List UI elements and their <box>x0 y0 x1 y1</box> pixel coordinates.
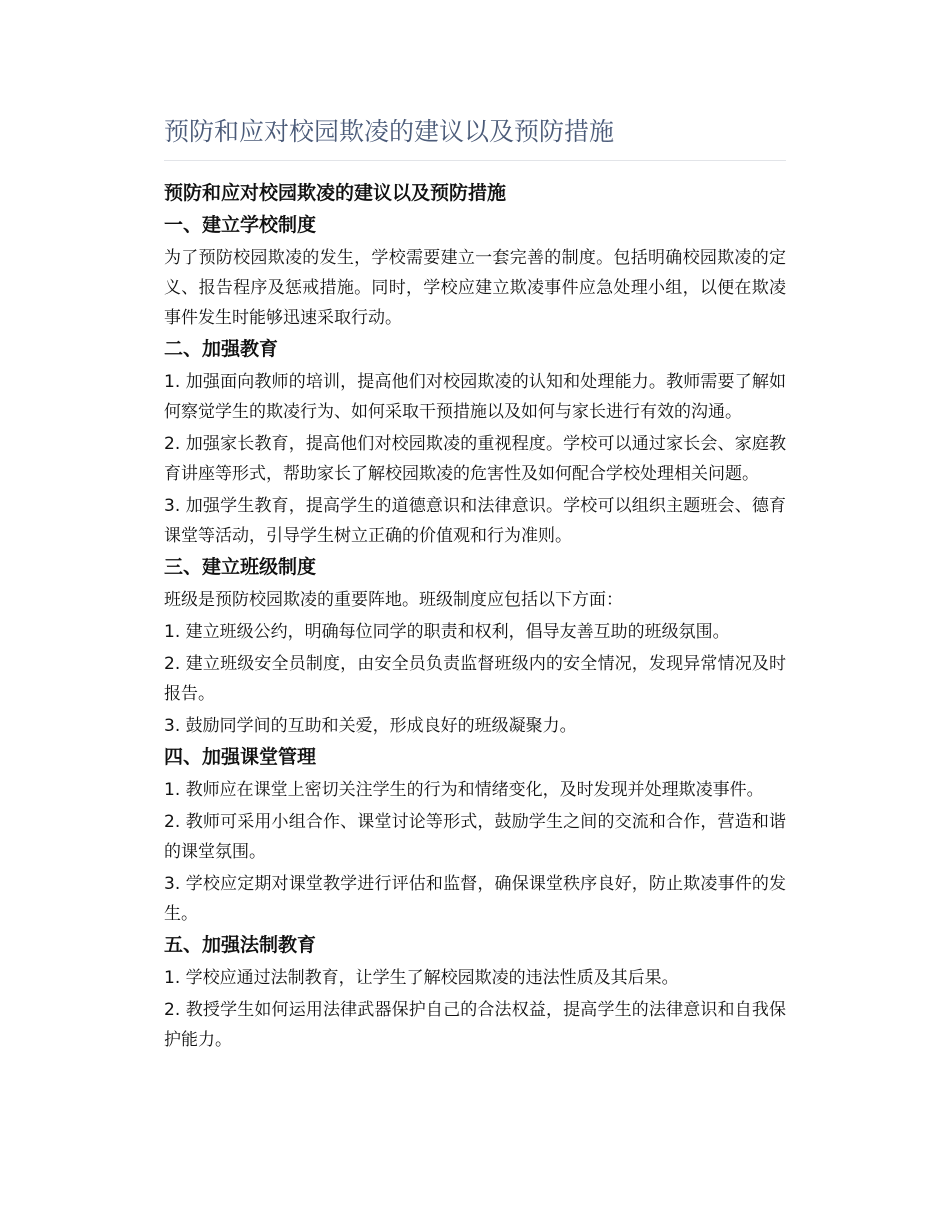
paragraph: 为了预防校园欺凌的发生，学校需要建立一套完善的制度。包括明确校园欺凌的定义、报告程序及惩戒措施。同时，学校应建立欺凌事件应急处理小组，以便在欺凌事件发生时能够迅速采取行动。 <box>164 248 786 328</box>
section-legal-education <box>164 929 786 1055</box>
paragraph: 2. 教授学生如何运用法律武器保护自己的合法权益，提高学生的法律意识和自我保护能力。 <box>164 1000 786 1050</box>
paragraph: 2. 教师可采用小组合作、课堂讨论等形式，鼓励学生之间的交流和合作，营造和谐的课堂氛围。 <box>164 812 786 862</box>
paragraph: 班级是预防校园欺凌的重要阵地。班级制度应包括以下方面： <box>164 590 623 610</box>
document-subtitle: 预防和应对校园欺凌的建议以及预防措施 <box>164 182 507 204</box>
section-classroom-management <box>164 741 786 929</box>
paragraph: 2. 建立班级安全员制度，由安全员负责监督班级内的安全情况，发现异常情况及时报告。 <box>164 654 786 704</box>
paragraph: 3. 学校应定期对课堂教学进行评估和监督，确保课堂秩序良好，防止欺凌事件的发生。 <box>164 874 786 924</box>
paragraph: 1. 建立班级公约，明确每位同学的职责和权利，倡导友善互助的班级氛围。 <box>164 622 730 642</box>
document-page <box>164 112 786 1055</box>
paragraph: 2. 加强家长教育，提高他们对校园欺凌的重视程度。学校可以通过家长会、家庭教育讲座等形式，帮助家长了解校园欺凌的危害性及如何配合学校处理相关问题。 <box>164 434 786 484</box>
paragraph: 1. 加强面向教师的培训，提高他们对校园欺凌的认知和处理能力。教师需要了解如何察觉学生的欺凌行为、如何采取干预措施以及如何与家长进行有效的沟通。 <box>164 372 786 422</box>
paragraph: 1. 教师应在课堂上密切关注学生的行为和情绪变化，及时发现并处理欺凌事件。 <box>164 780 764 800</box>
section-education <box>164 333 786 551</box>
section-heading: 四、加强课堂管理 <box>164 746 317 768</box>
section-school-system <box>164 209 786 333</box>
paragraph: 3. 鼓励同学间的互助和关爱，形成良好的班级凝聚力。 <box>164 716 577 736</box>
paragraph: 1. 学校应通过法制教育，让学生了解校园欺凌的违法性质及其后果。 <box>164 968 679 988</box>
section-heading: 三、建立班级制度 <box>164 556 317 578</box>
paragraph: 3. 加强学生教育，提高学生的道德意识和法律意识。学校可以组织主题班会、德育课堂等活动，引导学生树立正确的价值观和行为准则。 <box>164 496 786 546</box>
document-title: 预防和应对校园欺凌的建议以及预防措施 <box>164 112 786 161</box>
section-heading: 一、建立学校制度 <box>164 214 317 236</box>
section-heading: 五、加强法制教育 <box>164 934 317 956</box>
section-class-system <box>164 551 786 741</box>
section-heading: 二、加强教育 <box>164 338 279 360</box>
